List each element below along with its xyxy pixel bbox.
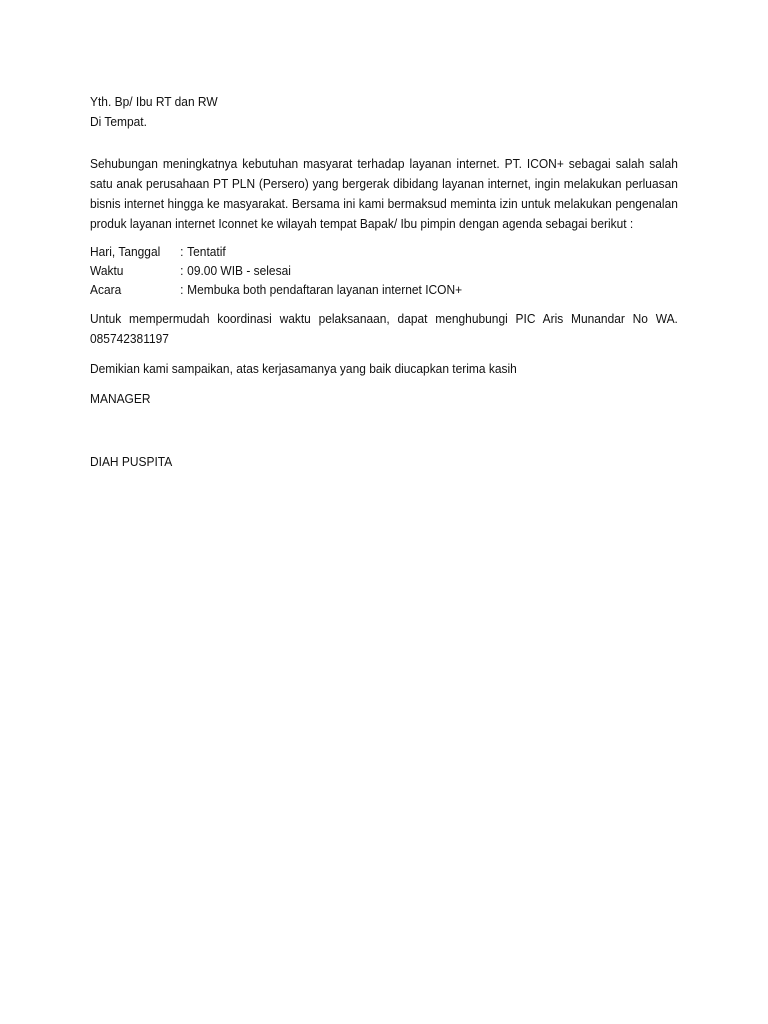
- agenda-label: Waktu: [90, 263, 124, 278]
- agenda-separator: :: [180, 282, 184, 297]
- agenda-value: Membuka both pendaftaran layanan internet ICON+: [187, 282, 463, 297]
- agenda-label: Hari, Tanggal: [90, 244, 161, 259]
- intro-paragraph: Sehubungan meningkatnya kebutuhan masyarat terhadap layanan internet. PT. ICON+ sebagai salah salah satu anak perusahaan PT PLN (Persero) yang bergerak dibidang layanan internet, ingin melakukan perluasan bisnis internet hingga ke masyarakat. Bersama ini kami bermaksud meminta izin untuk melakukan pengenalan produk layanan internet Iconnet ke wilayah tempat Bapak/ Ibu pimpin dengan agenda sebagai berikut :: [90, 156, 678, 231]
- agenda-separator: :: [180, 244, 184, 259]
- agenda-row-event: [90, 280, 678, 299]
- signature-position: MANAGER: [90, 391, 151, 406]
- agenda-row-time: [90, 261, 678, 280]
- agenda-row-date: [90, 242, 678, 261]
- coordination-paragraph: Untuk mempermudah koordinasi waktu pelaksanaan, dapat menghubungi PIC Aris Munandar No WA. 085742381197: [90, 311, 678, 346]
- agenda-separator: :: [180, 263, 184, 278]
- agenda-value: Tentatif: [187, 244, 226, 259]
- signature-name: DIAH PUSPITA: [90, 454, 173, 469]
- agenda-label: Acara: [90, 282, 122, 297]
- letter-body: [90, 92, 678, 472]
- agenda-details: [90, 242, 678, 299]
- closing-paragraph: Demikian kami sampaikan, atas kerjasamanya yang baik diucapkan terima kasih: [90, 361, 517, 376]
- recipient-line: Yth. Bp/ Ibu RT dan RW: [90, 94, 218, 109]
- location-line: Di Tempat.: [90, 114, 147, 129]
- agenda-value: 09.00 WIB - selesai: [187, 263, 291, 278]
